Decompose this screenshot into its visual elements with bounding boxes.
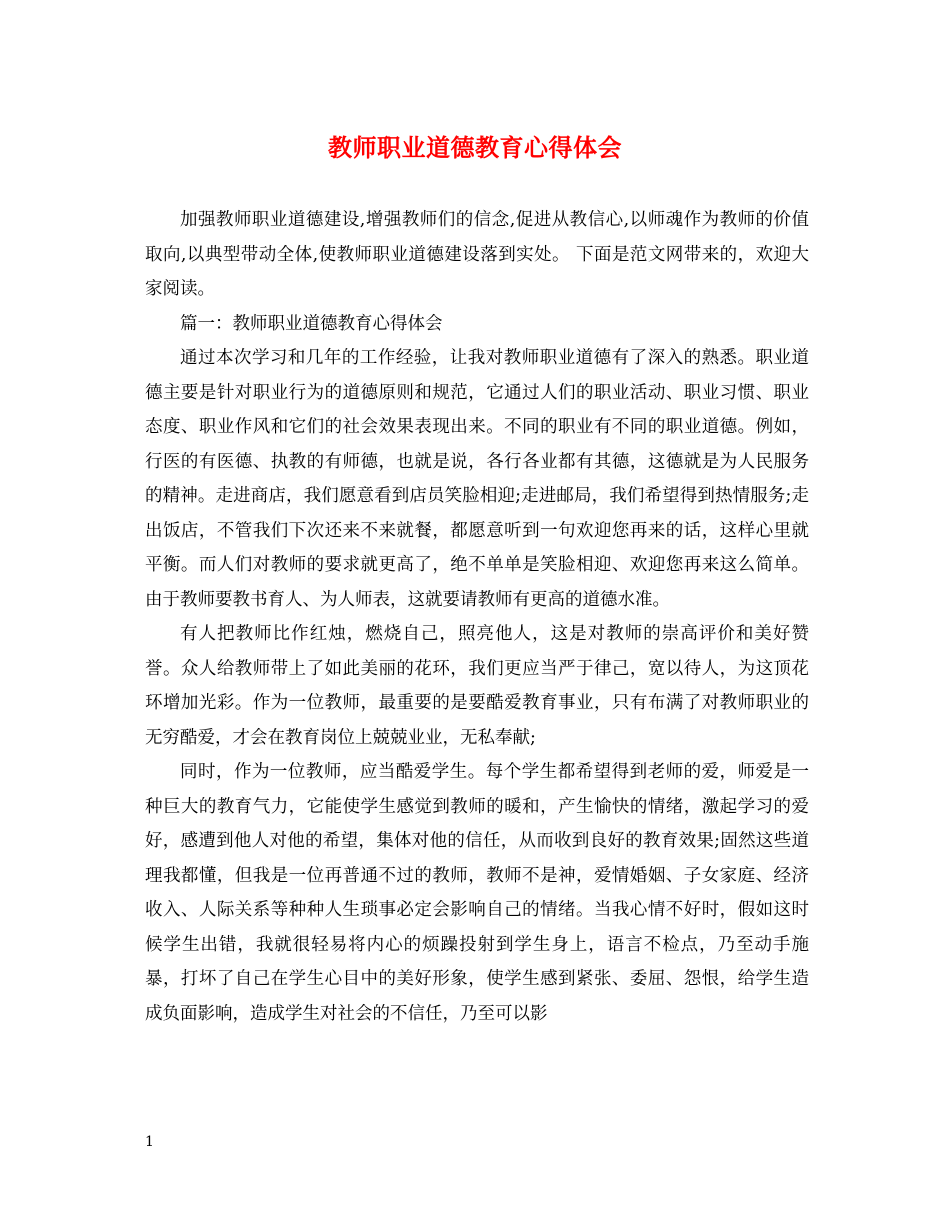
body-paragraph: 同时，作为一位教师，应当酷爱学生。每个学生都希望得到老师的爱，师爱是一种巨大的教育气力，它能使学生感觉到教师的暖和，产生愉快的情绪，激起学习的爱好，感遭到他人对他的希望，集体对他的信任，从而收到良好的教育效果;固然这些道理我都懂，但我是一位再普通不过的教师，教师不是神，爱情婚姻、子女家庭、经济收入、人际关系等种种人生琐事必定会影响自己的情绪。当我心情不好时，假如这时候学生出错，我就很轻易将内心的烦躁投射到学生身上，语言不检点，乃至动手施暴，打坏了自己在学生心目中的美好形象，使学生感到紧张、委屈、怨恨，给学生造成负面影响，造成学生对社会的不信任，乃至可以影 [145,762,809,1024]
intro-paragraph: 加强教师职业道德建设,增强教师们的信念,促进从教信心,以师魂作为教师的价值取向,以典型带动全体,使教师职业道德建设落到实处。 下面是范文网带来的，欢迎大家阅读。 [145,210,809,299]
body-paragraph: 通过本次学习和几年的工作经验，让我对教师职业道德有了深入的熟悉。职业道德主要是针对职业行为的道德原则和规范，它通过人们的职业活动、职业习惯、职业态度、职业作风和它们的社会效果表现出来。不同的职业有不同的职业道德。例如，行医的有医德、执教的有师德，也就是说，各行各业都有其德，这德就是为人民服务的精神。走进商店，我们愿意看到店员笑脸相迎;走进邮局，我们希望得到热情服务;走出饭店，不管我们下次还来不来就餐，都愿意听到一句欢迎您再来的话，这样心里就平衡。而人们对教师的要求就更高了，绝不单单是笑脸相迎、欢迎您再来这么简单。由于教师要教书育人、为人师表，这就要请教师有更高的道德水准。 [145,348,809,610]
document-body [145,203,809,1031]
section-heading: 篇一：教师职业道德教育心得体会 [180,313,443,334]
body-paragraph: 有人把教师比作红烛，燃烧自己，照亮他人，这是对教师的崇高评价和美好赞誉。众人给教师带上了如此美丽的花环，我们更应当严于律己，宽以待人，为这顶花环增加光彩。作为一位教师，最重要的是要酷爱教育事业，只有布满了对教师职业的无穷酷爱，才会在教育岗位上兢兢业业，无私奉献; [145,624,809,748]
page-number: 1 [145,1134,154,1150]
document-title: 教师职业道德教育心得体会 [328,133,622,162]
